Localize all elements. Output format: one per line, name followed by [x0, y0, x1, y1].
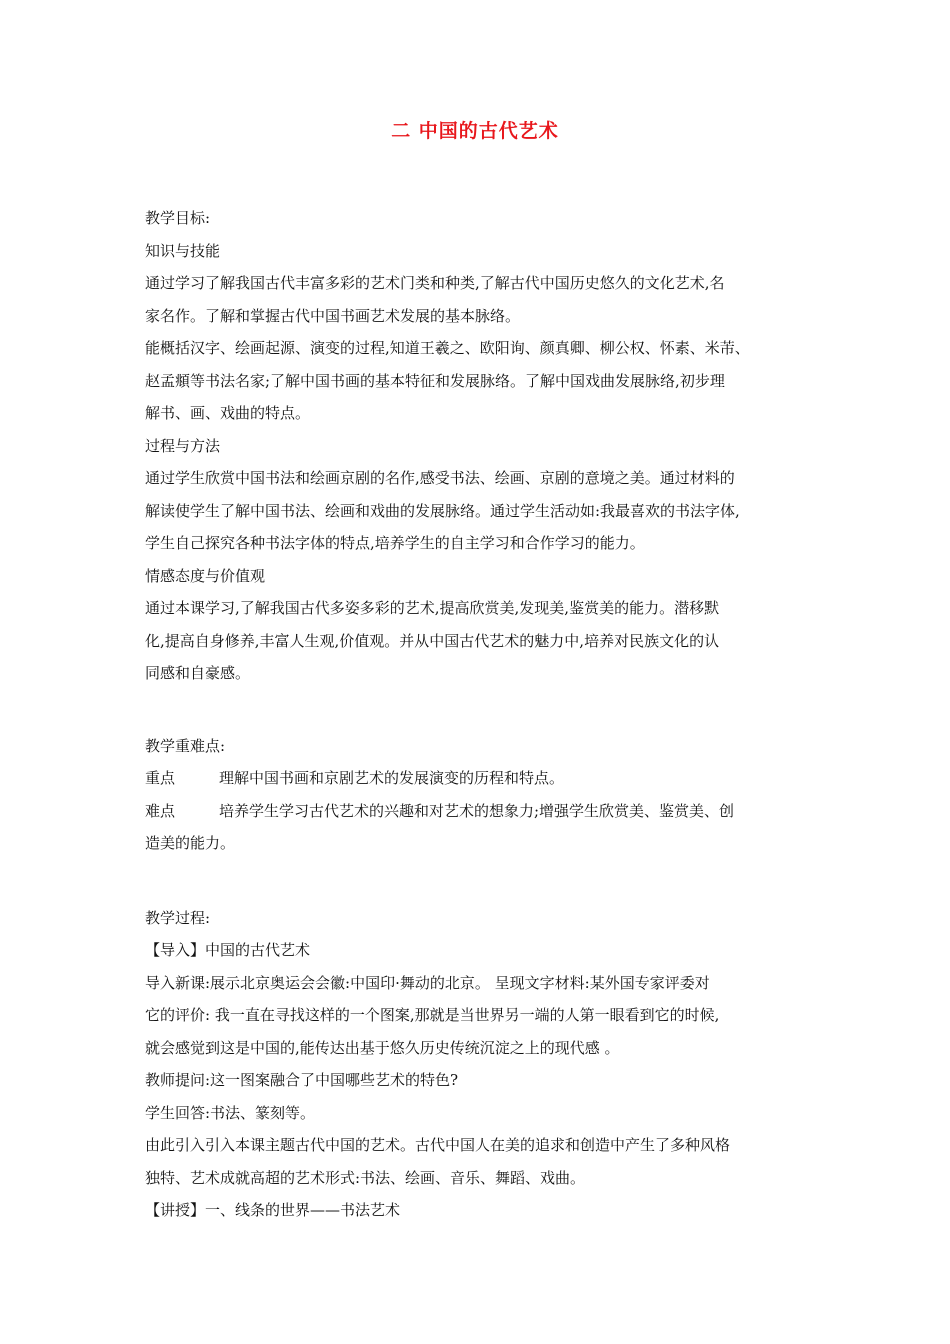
procedure-line: 由此引入引入本课主题古代中国的艺术。古代中国人在美的追求和创造中产生了多种风格	[145, 1136, 731, 1154]
difficulty-text: 培养学生学习古代艺术的兴趣和对艺术的想象力;增强学生欣赏美、鉴赏美、创	[219, 801, 735, 820]
difficulty-term: 难点	[145, 801, 176, 820]
focus-text: 理解中国书画和京剧艺术的发展演变的历程和特点。	[219, 769, 565, 787]
emotion-line: 通过本课学习,了解我国古代多姿多彩的艺术,提高欣赏美,发现美,鉴赏美的能力。潜移默	[145, 599, 720, 617]
procedure-line: 就会感觉到这是中国的,能传达出基于悠久历史传统沉淀之上的现代感 。	[145, 1038, 620, 1057]
process-heading: 过程与方法	[145, 436, 221, 455]
procedure-line: 学生回答:书法、篆刻等。	[145, 1103, 316, 1122]
section-spacer	[145, 860, 805, 902]
procedure-line: 独特、艺术成就高超的艺术形式:书法、绘画、音乐、舞蹈、戏曲。	[145, 1168, 586, 1187]
process-line: 通过学生欣赏中国书法和绘画京剧的名作,感受书法、绘画、京剧的意境之美。通过材料的	[145, 469, 735, 487]
emotion-heading: 情感态度与价值观	[145, 566, 266, 585]
emotion-line: 同感和自豪感。	[145, 664, 251, 682]
knowledge-line: 能概括汉字、绘画起源、演变的过程,知道王羲之、欧阳询、颜真卿、柳公权、怀素、米芾、	[145, 339, 750, 357]
emotion-line: 化,提高自身修养,丰富人生观,价值观。并从中国古代艺术的魅力中,培养对民族文化的认	[145, 631, 720, 650]
procedure-line: 它的评价: 我一直在寻找这样的一个图案,那就是当世界另一端的人第一眼看到它的时候,	[145, 1006, 720, 1024]
objectives-heading: 教学目标:	[145, 209, 211, 227]
procedure-line: 导入新课:展示北京奥运会会徽:中国印·舞动的北京。 呈现文字材料:某外国专家评委对	[145, 973, 710, 992]
procedure-line: 【导入】中国的古代艺术	[145, 941, 311, 959]
key-points-heading: 教学重难点:	[145, 736, 226, 755]
difficulty-row	[145, 795, 805, 828]
knowledge-line: 家名作。了解和掌握古代中国书画艺术发展的基本脉络。	[145, 306, 521, 325]
difficulty-cont: 造美的能力。	[145, 834, 236, 852]
procedure-heading: 教学过程:	[145, 908, 211, 927]
focus-term: 重点	[145, 769, 176, 787]
knowledge-line: 赵孟頫等书法名家;了解中国书画的基本特征和发展脉络。了解中国戏曲发展脉络,初步理	[145, 371, 725, 390]
section-spacer	[145, 690, 805, 730]
process-line: 学生自己探究各种书法字体的特点,培养学生的自主学习和合作学习的能力。	[145, 534, 645, 552]
page-title: 二 中国的古代艺术	[391, 120, 559, 142]
knowledge-line: 通过学习了解我国古代丰富多彩的艺术门类和种类,了解古代中国历史悠久的文化艺术,名	[145, 274, 725, 292]
procedure-line: 【讲授】一、线条的世界——书法艺术	[145, 1201, 401, 1219]
knowledge-line: 解书、画、戏曲的特点。	[145, 404, 311, 422]
focus-row	[145, 762, 805, 795]
document-body	[145, 202, 805, 1227]
procedure-line: 教师提问:这一图案融合了中国哪些艺术的特色?	[145, 1071, 459, 1089]
process-line: 解读使学生了解中国书法、绘画和戏曲的发展脉络。通过学生活动如:我最喜欢的书法字体,	[145, 501, 740, 520]
knowledge-heading: 知识与技能	[145, 241, 221, 260]
